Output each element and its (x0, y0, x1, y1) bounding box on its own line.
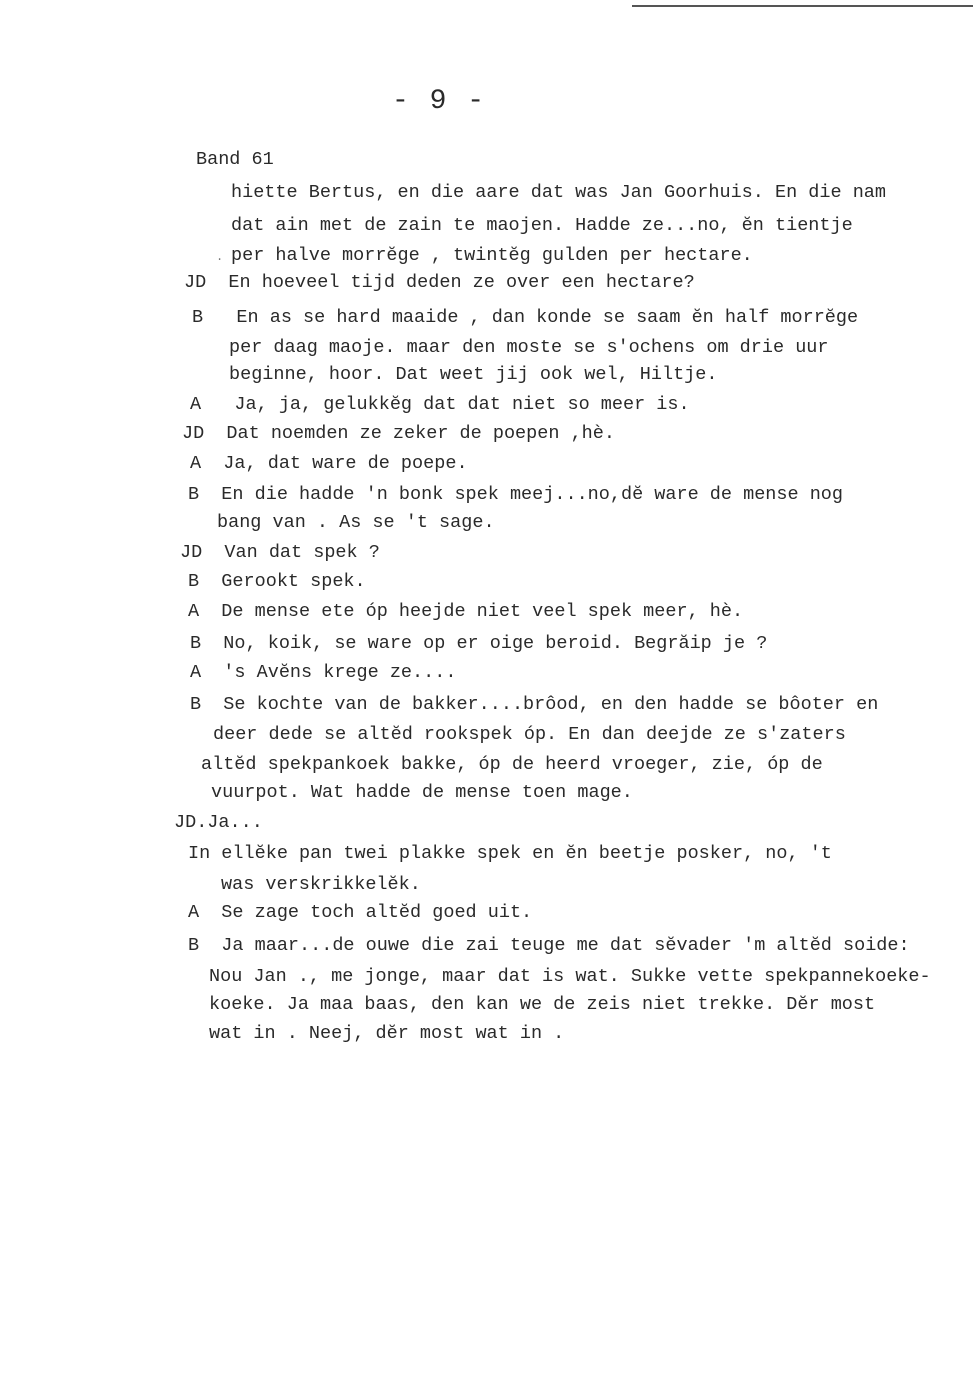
text-line: was verskrikkelĕk. (221, 874, 421, 895)
top-rule (632, 5, 973, 7)
text-line: deer dede se altĕd rookspek óp. En dan deejde ze s'zaters (213, 724, 846, 745)
page-number: - 9 - (392, 86, 487, 117)
text-line: JD Van dat spek ? (180, 542, 380, 563)
text-line: JD.Ja... (174, 812, 263, 833)
text-line: B Gerookt spek. (188, 571, 366, 592)
text-line: JD En hoeveel tijd deden ze over een hectare? (184, 272, 695, 293)
text-line: B No, koik, se ware op er oige beroid. Begrăip je ? (190, 633, 768, 654)
margin-mark: . (216, 250, 224, 264)
text-line: hiette Bertus, en die aare dat was Jan Goorhuis. En die nam (231, 182, 887, 203)
text-line: A Ja, dat ware de poepe. (190, 453, 468, 474)
text-line: per halve morrĕge , twintĕg gulden per hectare. (231, 245, 753, 266)
text-line: Nou Jan ., me jonge, maar dat is wat. Sukke vette spekpannekoeke- (209, 966, 931, 987)
text-line: A Se zage toch altĕd goed uit. (188, 902, 533, 923)
text-line: B En die hadde 'n bonk spek meej...no,dĕ ware de mense nog (188, 484, 844, 505)
text-line: wat in . Neej, dĕr most wat in . (209, 1023, 565, 1044)
text-line: bang van . As se 't sage. (217, 512, 495, 533)
text-line: A De mense ete óp heejde niet veel spek meer, hè. (188, 601, 744, 622)
text-line: B Se kochte van de bakker....brôod, en den hadde se bôoter en (190, 694, 879, 715)
text-line: per daag maoje. maar den moste se s'ochens om drie uur (229, 337, 829, 358)
text-line: A Ja, ja, gelukkĕg dat dat niet so meer is. (190, 394, 690, 415)
text-line: B En as se hard maaide , dan konde se saam ĕn half morrĕge (192, 307, 859, 328)
text-line: koeke. Ja maa baas, den kan we de zeis niet trekke. Dĕr most (209, 994, 876, 1015)
text-line: beginne, hoor. Dat weet jij ook wel, Hiltje. (229, 364, 718, 385)
text-line: JD Dat noemden ze zeker de poepen ,hè. (182, 423, 615, 444)
text-line: B Ja maar...de ouwe die zai teuge me dat sĕvader 'm altĕd soide: (188, 935, 910, 956)
text-line: altĕd spekpankoek bakke, óp de heerd vroeger, zie, óp de (201, 754, 823, 775)
text-line: Band 61 (196, 149, 274, 170)
text-line: In ellĕke pan twei plakke spek en ĕn beetje posker, no, 't (188, 843, 832, 864)
text-line: dat ain met de zain te maojen. Hadde ze...no, ĕn tientje (231, 215, 853, 236)
text-line: vuurpot. Wat hadde de mense toen mage. (211, 782, 633, 803)
text-line: A 's Avĕns krege ze.... (190, 662, 457, 683)
